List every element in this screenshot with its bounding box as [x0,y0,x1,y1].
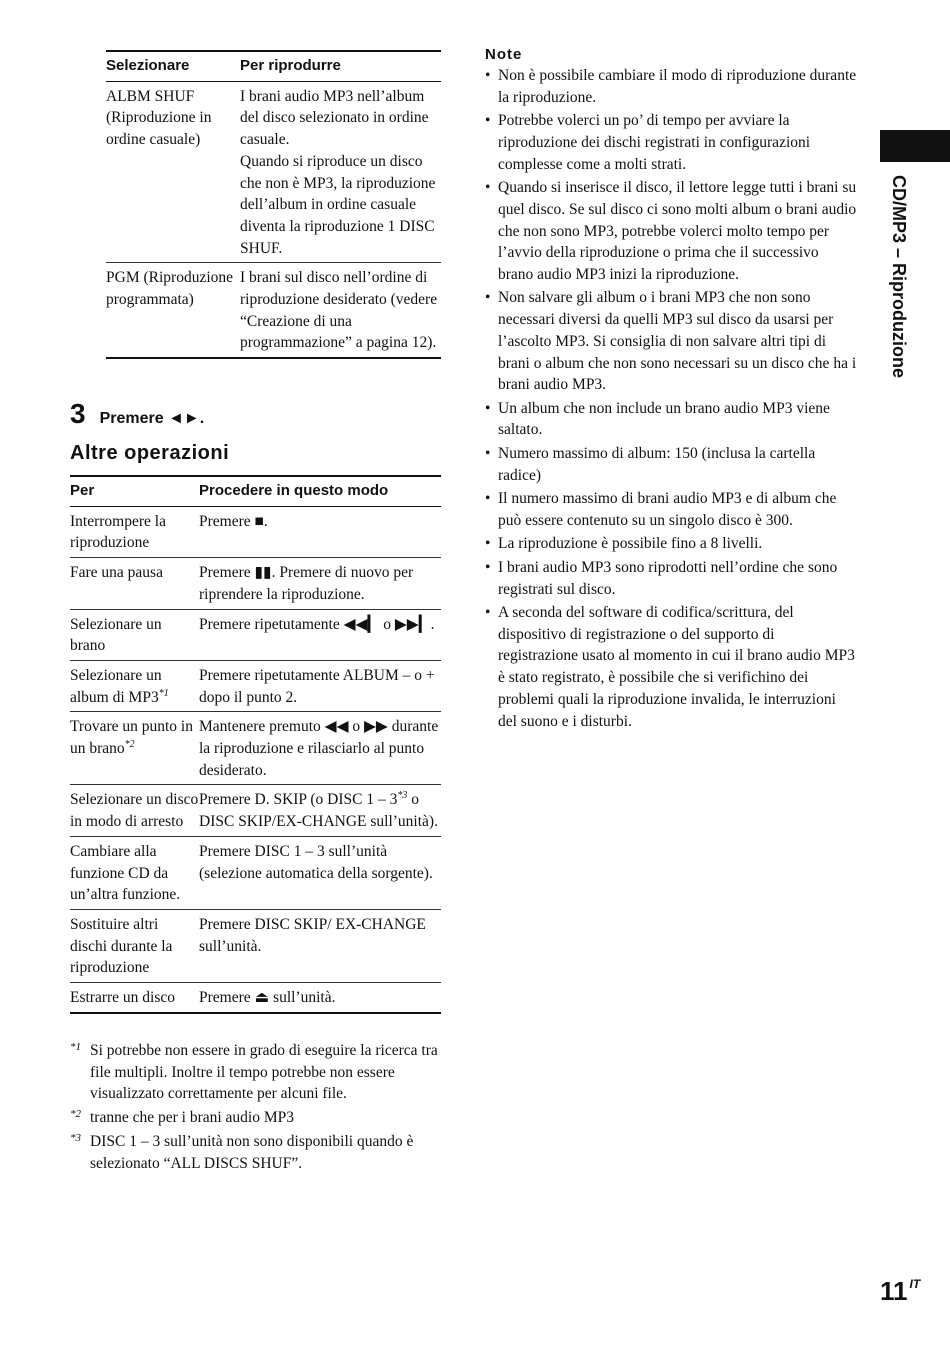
procedure-cell: Premere DISC SKIP/ EX-CHANGE sull’unità. [199,909,441,982]
footnote-text: DISC 1 – 3 sull’unità non sono disponibili quando è selezionato “ALL DISCS SHUF”. [90,1132,414,1172]
description-text: I brani audio MP3 nell’album del disco selezionato in ordine casuale. [240,87,429,149]
procedure-cell [199,785,441,836]
footnote-item [70,1131,442,1174]
page-language-suffix: IT [909,1277,921,1291]
footnote-mark: *2 [70,1108,81,1121]
action-cell [70,660,199,711]
column-header-action: Per [70,476,199,506]
footnote-text: Si potrebbe non essere in grado di eseguire la ricerca tra file multipli. Inoltre il tempo potrebbe non essere visualizzato correttamente per alcuni file. [90,1042,438,1103]
note-item: • Quando si inserisce il disco, il lettore legge tutti i brani su quel disco. Se sul disco ci sono molti album o brani audio che non sono MP3, potrebbe volerci molto tempo per l’avvio della riproduzione o prima che il successivo brano audio MP3 inizi la riproduzione. [485,177,857,286]
table-header-row [106,51,441,81]
note-item: • A seconda del software di codifica/scrittura, del dispositivo di registrazione o del supporto di registrazione usato al momento in cui il brano audio MP3 è stato registrato, è possibile che si verifichino dei problemi quali la riproduzione invalida, le interruzioni del suono e i disturbi. [485,602,857,732]
action-text: Trovare un punto in un brano [70,718,193,758]
section-tab-marker [880,130,950,162]
notes-title: Note [485,46,523,63]
footnote-ref: *2 [124,739,135,751]
action-cell [70,712,199,785]
table-row [70,785,441,836]
description-cell: I brani sul disco nell’ordine di riproduzione desiderato (vedere “Creazione di una programmazione” a pagina 12). [240,263,441,358]
note-item: • Non è possibile cambiare il modo di riproduzione durante la riproduzione. [485,65,857,108]
mode-cell: PGM (Riproduzione programmata) [106,263,240,358]
mode-cell: ALBM SHUF (Riproduzione in ordine casuale) [106,81,240,263]
footnote-ref: *3 [397,790,408,802]
procedure-cell: Premere DISC 1 – 3 sull’unità (selezione automatica della sorgente). [199,836,441,909]
step-number: 3 [70,398,86,429]
procedure-cell: Premere ■. [199,506,441,557]
note-item: • Il numero massimo di brani audio MP3 e di album che può essere contenuto su un singolo disco è 300. [485,488,857,531]
play-mode-table [106,50,441,359]
procedure-cell: Premere ⏏ sull’unità. [199,983,441,1013]
table-row [70,836,441,909]
table-row [70,506,441,557]
table-row [70,909,441,982]
footnote-item [70,1107,442,1129]
table-row [106,263,441,358]
column-header-select: Selezionare [106,51,240,81]
note-item: • Numero massimo di album: 150 (inclusa la cartella radice) [485,443,857,486]
footnote-ref: *1 [158,687,169,699]
step-text: Premere ◄►. [99,410,205,427]
procedure-text: Premere D. SKIP (o DISC 1 – 3 [199,791,398,809]
operations-table [70,475,441,1014]
column-header-procedure: Procedere in questo modo [199,476,441,506]
action-cell: Selezionare un brano [70,609,199,660]
footnote-item [70,1040,442,1105]
footnote-mark: *3 [70,1131,81,1144]
note-item: • I brani audio MP3 sono riprodotti nell’ordine che sono registrati sul disco. [485,557,857,600]
description-cell [240,81,441,263]
procedure-cell: Premere ripetutamente ◀◀▎ o ▶▶▎. [199,609,441,660]
table-row [70,558,441,609]
procedure-text: o DISC SKIP/EX-CHANGE sull’unità). [199,791,438,831]
notes-list [485,65,857,732]
note-item: • Non salvare gli album o i brani MP3 che non sono necessari diversi da quelli MP3 sul disco da usarsi per l’ascolto MP3. Si consiglia di non salvare altri tipi di brani o album che non sono necessari su un disco che ha i brani audio MP3. [485,287,857,396]
footnote-mark: *1 [70,1041,81,1053]
action-text: Selezionare un album di MP3 [70,666,162,706]
footnote-text: tranne che per i brani audio MP3 [90,1109,295,1127]
procedure-cell: Mantenere premuto ◀◀ o ▶▶ durante la riproduzione e rilasciarlo al punto desiderato. [199,712,441,785]
note-item: • Potrebbe volerci un po’ di tempo per avviare la riproduzione dei dischi registrati in configurazioni complesse come a molti strati. [485,110,857,175]
action-cell: Sostituire altri dischi durante la riproduzione [70,909,199,982]
table-row [70,609,441,660]
section-tab-label: CD/MP3 – Riproduzione [889,175,909,379]
table-row [70,712,441,785]
action-cell: Interrompere la riproduzione [70,506,199,557]
action-cell: Estrarre un disco [70,983,199,1013]
step-3 [70,398,204,430]
table-row [70,660,441,711]
procedure-cell: Premere ripetutamente ALBUM – o + dopo il punto 2. [199,660,441,711]
column-header-play: Per riprodurre [240,51,441,81]
page-number-value: 11 [880,1276,908,1306]
section-title: Altre operazioni [70,442,230,464]
notes-section [485,46,857,734]
description-text: Quando si riproduce un disco che non è MP3, la riproduzione dell’album in ordine casuale diventa la riproduzione 1 DISC SHUF. [240,152,436,257]
footnotes [70,1040,442,1176]
note-item: • La riproduzione è possibile fino a 8 livelli. [485,533,857,555]
table-header-row [70,476,441,506]
page-number [880,1276,920,1307]
table-row [70,983,441,1013]
note-item: • Un album che non include un brano audio MP3 viene saltato. [485,398,857,441]
table-row [106,81,441,263]
action-cell: Cambiare alla funzione CD da un’altra funzione. [70,836,199,909]
action-cell: Fare una pausa [70,558,199,609]
action-cell: Selezionare un disco in modo di arresto [70,785,199,836]
procedure-cell: Premere ▮▮. Premere di nuovo per riprendere la riproduzione. [199,558,441,609]
